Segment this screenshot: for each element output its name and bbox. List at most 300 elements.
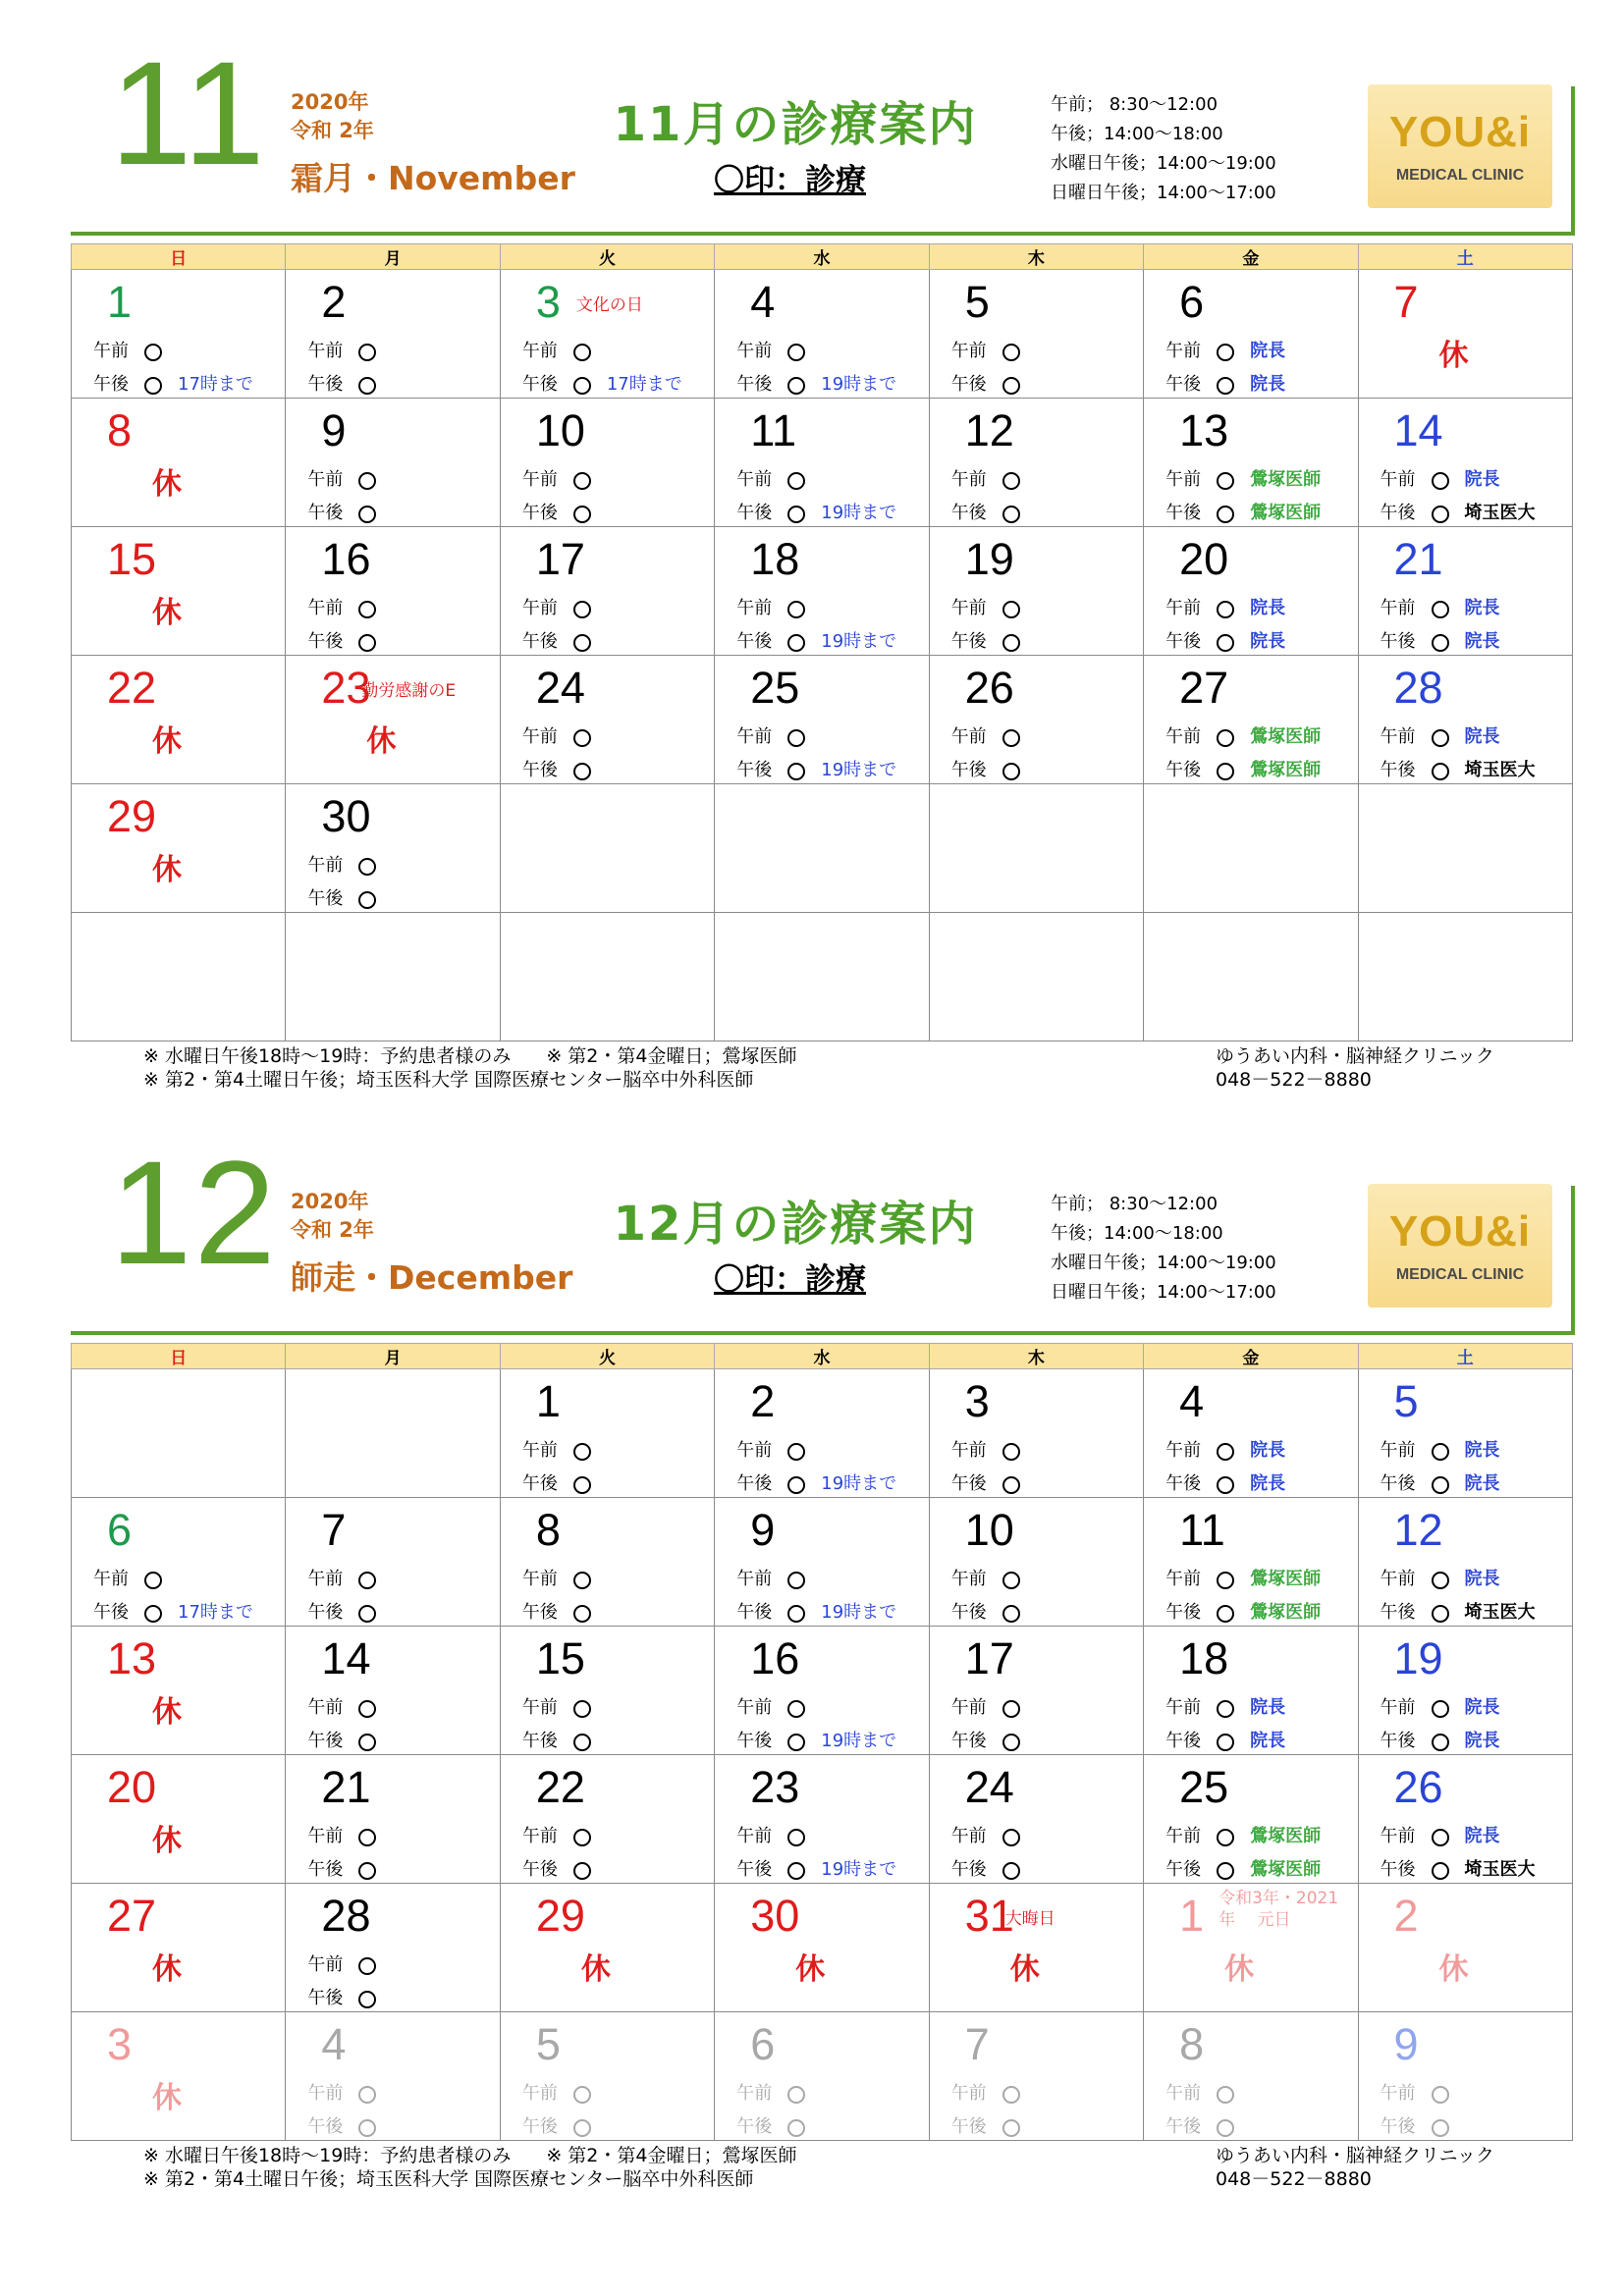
pm-slot: 午後 19時まで	[736, 1731, 897, 1751]
weekday-fri: 金	[1144, 1344, 1358, 1369]
page-title: 11月の診療案内	[613, 97, 978, 152]
weekday-tue: 火	[500, 244, 714, 270]
day-number: 24	[535, 663, 585, 713]
empty-cell	[715, 784, 929, 913]
day-cell	[1358, 1369, 1572, 1498]
pm-slot: 午後	[951, 1727, 1020, 1752]
day-cell	[715, 399, 929, 527]
day-cell	[929, 1884, 1143, 2012]
empty-cell	[1144, 913, 1358, 1041]
am-slot: 午前 院長	[1165, 1440, 1286, 1461]
open-circle-icon	[1002, 1829, 1020, 1846]
am-slot: 午前	[522, 1693, 591, 1719]
weekday-sat: 土	[1358, 1344, 1572, 1369]
weekday-thu: 木	[929, 1344, 1143, 1369]
week-row	[72, 656, 1573, 784]
am-slot: 午前	[951, 1436, 1020, 1462]
holiday-note: 大晦日	[1004, 1909, 1056, 1929]
day-number: 15	[535, 1633, 585, 1683]
day-cell	[715, 1884, 929, 2012]
open-circle-icon	[358, 377, 376, 395]
open-circle-icon	[1217, 1700, 1234, 1718]
day-number: 27	[107, 1891, 157, 1941]
open-circle-icon	[1002, 601, 1020, 618]
open-circle-icon	[358, 634, 376, 652]
pm-slot: 午後 19時まで	[736, 760, 897, 780]
day-cell	[715, 2012, 929, 2141]
day-number: 6	[750, 2019, 776, 2069]
am-slot: 午前 院長	[1380, 1569, 1500, 1589]
day-number: 5	[964, 277, 990, 327]
week-row	[72, 527, 1573, 656]
accent-horizontal-line	[71, 232, 1575, 236]
open-circle-icon	[1432, 729, 1449, 747]
pm-slot: 午後	[951, 499, 1020, 524]
day-cell	[500, 1755, 714, 1884]
open-circle-icon	[144, 1572, 162, 1589]
open-circle-icon	[787, 729, 805, 747]
day-number: 22	[535, 1762, 585, 1812]
day-number: 8	[1179, 2019, 1205, 2069]
day-cell	[72, 2012, 286, 2141]
accent-horizontal-line	[71, 1331, 1575, 1335]
day-number: 1	[107, 277, 133, 327]
day-number: 10	[535, 405, 585, 455]
day-cell	[286, 527, 500, 656]
am-slot: 午前 鶯塚医師	[1165, 1826, 1322, 1846]
footer-note: ※ 水曜日午後18時～19時：予約患者様のみ	[143, 2145, 512, 2166]
day-cell	[929, 1755, 1143, 1884]
day-cell	[72, 527, 286, 656]
open-circle-icon	[1217, 472, 1234, 490]
hours-line: 午後；14:00～18:00	[1051, 124, 1223, 144]
day-cell	[715, 1627, 929, 1755]
open-circle-icon	[573, 1572, 591, 1589]
pm-slot: 午後	[522, 499, 591, 524]
day-number: 17	[535, 534, 585, 584]
day-number: 9	[1393, 2019, 1419, 2069]
weekday-wed: 水	[715, 1344, 929, 1369]
year-western: 2020年	[291, 90, 369, 114]
pm-slot: 午後 院長	[1165, 1473, 1286, 1494]
pm-slot: 午後 埼玉医大	[1380, 1859, 1536, 1880]
open-circle-icon	[1002, 1476, 1020, 1494]
open-circle-icon	[787, 763, 805, 780]
hours-line: 午前； 8:30～12:00	[1051, 1194, 1218, 1214]
open-circle-icon	[1217, 729, 1234, 747]
clinic-phone: 048－522－8880	[1216, 1069, 1372, 1091]
empty-cell	[286, 913, 500, 1041]
open-circle-icon	[1217, 1862, 1234, 1880]
open-circle-icon	[787, 1443, 805, 1461]
day-cell	[715, 270, 929, 399]
day-cell	[286, 1755, 500, 1884]
day-cell	[715, 1755, 929, 1884]
open-circle-icon	[358, 1957, 376, 1975]
pm-slot: 午後 埼玉医大	[1380, 503, 1536, 523]
open-circle-icon	[1432, 1700, 1449, 1718]
pm-slot: 午後	[522, 756, 591, 781]
am-slot: 午前	[307, 337, 376, 362]
logo-subtext: MEDICAL CLINIC	[1395, 1266, 1525, 1283]
empty-cell	[1358, 784, 1572, 913]
open-circle-icon	[1217, 1443, 1234, 1461]
am-slot: 午前	[93, 337, 162, 362]
day-number: 18	[1179, 1633, 1229, 1683]
week-row	[72, 399, 1573, 527]
open-circle-icon	[787, 2119, 805, 2137]
day-number: 2	[750, 1376, 776, 1426]
pm-slot: 午後 院長	[1165, 1731, 1286, 1751]
day-number: 3	[964, 1376, 990, 1426]
week-row	[72, 784, 1573, 913]
pm-slot: 午後 19時まで	[736, 1473, 897, 1494]
day-number: 4	[1179, 1376, 1205, 1426]
open-circle-icon	[358, 1572, 376, 1589]
open-circle-icon	[787, 634, 805, 652]
hours-block	[1051, 90, 1276, 208]
day-cell	[929, 656, 1143, 784]
hours-line: 日曜日午後；14:00～17:00	[1051, 183, 1276, 203]
weekday-sun: 日	[72, 244, 286, 270]
am-slot: 午前	[951, 337, 1020, 362]
logo-subtext: MEDICAL CLINIC	[1395, 167, 1525, 184]
day-number: 30	[321, 791, 371, 841]
open-circle-icon	[358, 1605, 376, 1623]
day-number: 22	[107, 663, 157, 713]
day-cell	[1144, 1627, 1358, 1755]
day-number: 11	[1179, 1505, 1225, 1555]
am-slot: 午前	[307, 594, 376, 619]
pm-slot: 午後 鶯塚医師	[1165, 1859, 1322, 1880]
pm-slot: 午後 19時まで	[736, 1859, 897, 1880]
am-slot: 午前	[736, 722, 805, 748]
year-label	[291, 1188, 374, 1245]
day-cell	[1144, 1884, 1358, 2012]
day-number: 31	[964, 1891, 1014, 1941]
open-circle-icon	[787, 2086, 805, 2104]
am-slot: 午前 院長	[1380, 1697, 1500, 1718]
day-cell	[929, 1498, 1143, 1627]
day-number: 25	[1179, 1762, 1229, 1812]
closed-label: 休	[152, 724, 182, 759]
day-cell	[1144, 527, 1358, 656]
closed-label: 休	[1224, 1952, 1255, 1987]
open-circle-icon	[787, 472, 805, 490]
day-cell	[715, 1498, 929, 1627]
day-number: 23	[321, 663, 371, 713]
day-cell	[72, 1627, 286, 1755]
legend-text: 〇印：診療	[714, 1262, 866, 1298]
am-slot: 午前	[736, 2079, 805, 2105]
pm-slot: 午後	[522, 2112, 591, 2138]
open-circle-icon	[787, 1734, 805, 1751]
am-slot: 午前	[307, 1693, 376, 1719]
am-slot: 午前	[307, 1950, 376, 1976]
pm-slot: 午後	[1380, 2112, 1449, 2138]
day-cell	[286, 1884, 500, 2012]
am-slot: 午前 院長	[1380, 1826, 1500, 1846]
pm-slot: 午後 17時まで	[93, 1602, 253, 1623]
day-cell	[286, 1627, 500, 1755]
day-number: 13	[1179, 405, 1229, 455]
day-number: 4	[321, 2019, 347, 2069]
pm-slot: 午後 院長	[1165, 374, 1286, 395]
day-number: 20	[1179, 534, 1229, 584]
closed-label: 休	[152, 2081, 182, 2115]
open-circle-icon	[1002, 729, 1020, 747]
open-circle-icon	[1217, 2086, 1234, 2104]
day-cell	[715, 1369, 929, 1498]
pm-slot: 午後 院長	[1165, 631, 1286, 652]
day-number: 2	[321, 277, 347, 327]
day-cell	[1358, 270, 1572, 399]
empty-cell	[500, 784, 714, 913]
pm-slot: 午後	[951, 627, 1020, 653]
day-number: 9	[750, 1505, 776, 1555]
day-number: 21	[1393, 534, 1443, 584]
day-number: 14	[321, 1633, 371, 1683]
am-slot: 午前	[951, 465, 1020, 491]
day-cell	[929, 527, 1143, 656]
day-cell	[286, 1498, 500, 1627]
open-circle-icon	[787, 601, 805, 618]
am-slot: 午前	[736, 1693, 805, 1719]
day-cell	[500, 399, 714, 527]
closed-label: 休	[152, 467, 182, 502]
clinic-phone: 048－522－8880	[1216, 2168, 1372, 2190]
open-circle-icon	[358, 858, 376, 876]
closed-label: 休	[580, 1952, 611, 1987]
pm-slot: 午後	[736, 2112, 805, 2138]
day-cell	[286, 270, 500, 399]
day-number: 2	[1393, 1891, 1419, 1941]
day-number: 4	[750, 277, 776, 327]
footer-note: ※ 第2・第4金曜日；鶯塚医師	[546, 1045, 797, 1067]
logo-text: YOU&i	[1388, 108, 1532, 156]
year-era: 令和 2年	[291, 1218, 374, 1242]
closed-label: 休	[1438, 1952, 1469, 1987]
closed-label: 休	[1438, 339, 1469, 373]
day-number: 12	[1393, 1505, 1443, 1555]
clinic-logo	[1368, 1184, 1552, 1308]
open-circle-icon	[1432, 763, 1449, 780]
clinic-name: ゆうあい内科・脳神経クリニック	[1216, 1045, 1494, 1067]
year-western: 2020年	[291, 1190, 369, 1213]
open-circle-icon	[1432, 634, 1449, 652]
open-circle-icon	[1432, 1734, 1449, 1751]
pm-slot: 午後	[307, 1984, 376, 2009]
open-circle-icon	[358, 472, 376, 490]
open-circle-icon	[1217, 2119, 1234, 2137]
pm-slot: 午後	[307, 884, 376, 910]
empty-cell	[929, 784, 1143, 913]
am-slot: 午前	[522, 1822, 591, 1847]
am-slot: 午前 鶯塚医師	[1165, 726, 1322, 747]
day-number: 8	[107, 405, 133, 455]
day-number: 3	[107, 2019, 133, 2069]
day-cell	[286, 2012, 500, 2141]
open-circle-icon	[1217, 634, 1234, 652]
weekday-thu: 木	[929, 244, 1143, 270]
day-number: 5	[535, 2019, 561, 2069]
week-row	[72, 270, 1573, 399]
empty-cell	[500, 913, 714, 1041]
open-circle-icon	[358, 506, 376, 523]
am-slot: 午前 院長	[1165, 1697, 1286, 1718]
week-row	[72, 913, 1573, 1041]
day-cell	[1358, 2012, 1572, 2141]
open-circle-icon	[1217, 763, 1234, 780]
open-circle-icon	[787, 1862, 805, 1880]
day-cell	[929, 1627, 1143, 1755]
open-circle-icon	[573, 1862, 591, 1880]
day-cell	[1144, 1369, 1358, 1498]
am-slot: 午前	[951, 594, 1020, 619]
open-circle-icon	[573, 506, 591, 523]
day-cell	[929, 2012, 1143, 2141]
pm-slot: 午後 鶯塚医師	[1165, 760, 1322, 780]
hours-line: 午後；14:00～18:00	[1051, 1223, 1223, 1244]
day-cell	[1358, 1755, 1572, 1884]
clinic-contact	[1216, 2144, 1494, 2191]
open-circle-icon	[1432, 2119, 1449, 2137]
pm-slot: 午後	[307, 1598, 376, 1624]
am-slot: 午前	[522, 1436, 591, 1462]
day-cell	[72, 1755, 286, 1884]
holiday-note: 令和3年・2021 年 元日	[1218, 1889, 1339, 1930]
open-circle-icon	[358, 1991, 376, 2008]
am-slot: 午前 院長	[1380, 726, 1500, 747]
day-cell	[500, 1627, 714, 1755]
day-number: 16	[750, 1633, 800, 1683]
pm-slot: 午後 19時まで	[736, 631, 897, 652]
empty-cell	[1144, 784, 1358, 913]
pm-slot: 午後 19時まで	[736, 374, 897, 395]
day-cell	[72, 399, 286, 527]
open-circle-icon	[358, 344, 376, 361]
open-circle-icon	[1002, 1572, 1020, 1589]
open-circle-icon	[573, 2086, 591, 2104]
day-cell	[500, 1498, 714, 1627]
day-cell	[500, 270, 714, 399]
open-circle-icon	[1217, 1572, 1234, 1589]
weekday-sat: 土	[1358, 244, 1572, 270]
day-number: 7	[1393, 277, 1419, 327]
open-circle-icon	[358, 1862, 376, 1880]
pm-slot: 午後 17時まで	[93, 374, 253, 395]
day-cell	[286, 399, 500, 527]
week-row	[72, 2012, 1573, 2141]
weekday-mon: 月	[286, 1344, 500, 1369]
day-number: 20	[107, 1762, 157, 1812]
day-number: 29	[535, 1891, 585, 1941]
am-slot: 午前	[522, 2079, 591, 2105]
open-circle-icon	[1002, 1700, 1020, 1718]
pm-slot: 午後 院長	[1380, 1731, 1500, 1751]
weekday-sun: 日	[72, 1344, 286, 1369]
pm-slot: 午後	[951, 370, 1020, 396]
pm-slot: 午後 19時まで	[736, 503, 897, 523]
am-slot: 午前 院長	[1380, 469, 1500, 490]
holiday-note: 文化の日	[575, 295, 643, 315]
pm-slot: 午後 鶯塚医師	[1165, 1602, 1322, 1623]
am-slot: 午前	[1380, 2079, 1449, 2105]
day-cell	[500, 1884, 714, 2012]
am-slot: 午前	[736, 1436, 805, 1462]
am-slot: 午前	[951, 1565, 1020, 1590]
open-circle-icon	[1002, 1443, 1020, 1461]
pm-slot: 午後 17時まで	[521, 374, 682, 395]
hours-line: 午前； 8:30～12:00	[1051, 94, 1218, 115]
pm-slot: 午後	[522, 1855, 591, 1881]
pm-slot: 午後	[307, 499, 376, 524]
day-number: 9	[321, 405, 347, 455]
open-circle-icon	[1002, 1862, 1020, 1880]
open-circle-icon	[1002, 472, 1020, 490]
clinic-logo	[1368, 84, 1552, 208]
day-cell	[286, 656, 500, 784]
pm-slot: 午後	[522, 1469, 591, 1495]
month-number: 12	[110, 1130, 278, 1295]
am-slot: 午前	[736, 594, 805, 619]
day-number: 14	[1393, 405, 1443, 455]
open-circle-icon	[787, 1605, 805, 1623]
pm-slot: 午後	[307, 2112, 376, 2138]
pm-slot: 午後	[522, 1727, 591, 1752]
pm-slot: 午後 埼玉医大	[1380, 1602, 1536, 1623]
day-number: 8	[535, 1505, 561, 1555]
empty-cell	[72, 913, 286, 1041]
day-number: 11	[750, 405, 796, 455]
am-slot: 午前 鶯塚医師	[1165, 469, 1322, 490]
open-circle-icon	[1432, 601, 1449, 618]
open-circle-icon	[573, 634, 591, 652]
open-circle-icon	[1432, 1862, 1449, 1880]
day-number: 15	[107, 534, 157, 584]
am-slot: 午前	[307, 851, 376, 877]
open-circle-icon	[573, 763, 591, 780]
open-circle-icon	[787, 377, 805, 395]
hours-line: 日曜日午後；14:00～17:00	[1051, 1282, 1276, 1303]
day-number: 3	[535, 277, 561, 327]
season-label: 師走・December	[291, 1258, 573, 1297]
open-circle-icon	[1432, 1829, 1449, 1846]
day-number: 6	[107, 1505, 133, 1555]
open-circle-icon	[787, 1476, 805, 1494]
open-circle-icon	[1002, 763, 1020, 780]
calendar-table	[71, 243, 1573, 1041]
am-slot: 午前	[951, 1822, 1020, 1847]
open-circle-icon	[787, 1572, 805, 1589]
open-circle-icon	[358, 601, 376, 618]
am-slot: 午前	[951, 2079, 1020, 2105]
pm-slot: 午後	[522, 1598, 591, 1624]
open-circle-icon	[358, 2086, 376, 2104]
pm-slot: 午後	[307, 1727, 376, 1752]
day-cell	[1358, 399, 1572, 527]
am-slot: 午前	[522, 722, 591, 748]
footer-note: ※ 第2・第4土曜日午後；埼玉医科大学 国際医療センター脳卒中外科医師	[143, 2168, 754, 2190]
footer-note: ※ 第2・第4金曜日；鶯塚医師	[546, 2145, 797, 2166]
closed-label: 休	[152, 1695, 182, 1730]
day-cell	[72, 1498, 286, 1627]
open-circle-icon	[358, 1829, 376, 1846]
weekday-tue: 火	[500, 1344, 714, 1369]
open-circle-icon	[1432, 2086, 1449, 2104]
open-circle-icon	[1432, 1443, 1449, 1461]
am-slot: 午前	[1165, 2079, 1234, 2105]
